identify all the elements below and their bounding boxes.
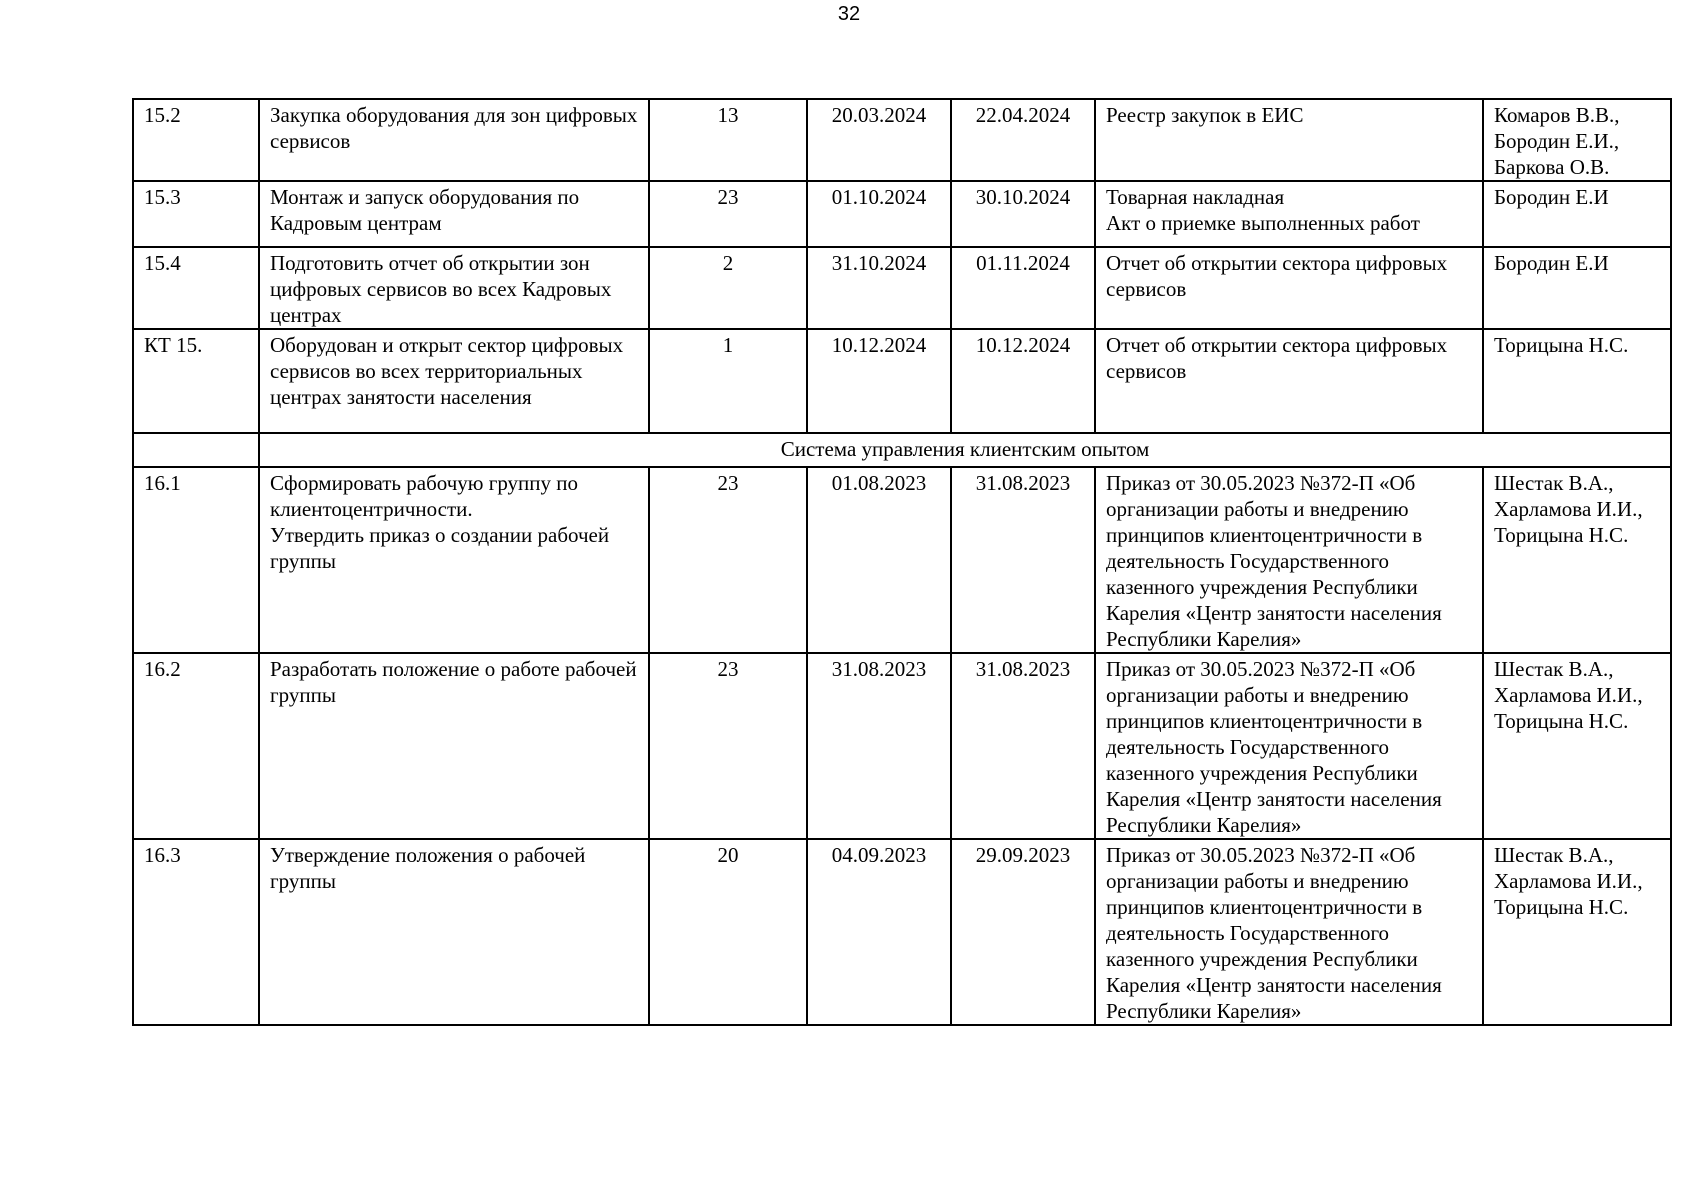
responsible-cell: Бородин Е.И	[1483, 247, 1671, 329]
duration-cell: 1	[649, 329, 807, 433]
result-document-cell: Товарная накладная Акт о приемке выполненных работ	[1095, 181, 1483, 247]
end-date-cell: 01.11.2024	[951, 247, 1095, 329]
duration-cell: 23	[649, 467, 807, 653]
result-document-cell: Отчет об открытии сектора цифровых сервисов	[1095, 247, 1483, 329]
end-date-cell: 22.04.2024	[951, 99, 1095, 181]
end-date-cell: 29.09.2023	[951, 839, 1095, 1025]
responsible-cell: Шестак В.А., Харламова И.И., Торицына Н.С.	[1483, 839, 1671, 1025]
responsible-cell: Торицына Н.С.	[1483, 329, 1671, 433]
result-document-cell: Приказ от 30.05.2023 №372-П «Об организации работы и внедрению принципов клиентоцентричности в деятельность Государственного казенного учреждения Республики Карелия «Центр занятости населения Республики Карелия»	[1095, 467, 1483, 653]
task-code-cell: 16.1	[133, 467, 259, 653]
duration-cell: 13	[649, 99, 807, 181]
page-number: 32	[837, 3, 861, 25]
task-code-cell: 16.3	[133, 839, 259, 1025]
start-date-cell: 31.08.2023	[807, 653, 951, 839]
end-date-cell: 31.08.2023	[951, 467, 1095, 653]
table-row	[133, 467, 1671, 653]
start-date-cell: 01.10.2024	[807, 181, 951, 247]
start-date-cell: 01.08.2023	[807, 467, 951, 653]
task-code-cell: КТ 15.	[133, 329, 259, 433]
responsible-cell: Шестак В.А., Харламова И.И., Торицына Н.С.	[1483, 653, 1671, 839]
responsible-cell: Бородин Е.И	[1483, 181, 1671, 247]
duration-cell: 20	[649, 839, 807, 1025]
table-row	[133, 839, 1671, 1025]
start-date-cell: 10.12.2024	[807, 329, 951, 433]
task-code-cell: 15.4	[133, 247, 259, 329]
result-document-cell: Приказ от 30.05.2023 №372-П «Об организации работы и внедрению принципов клиентоцентричности в деятельность Государственного казенного учреждения Республики Карелия «Центр занятости населения Республики Карелия»	[1095, 839, 1483, 1025]
table-row	[133, 653, 1671, 839]
task-name-cell: Закупка оборудования для зон цифровых сервисов	[259, 99, 649, 181]
task-name-cell: Монтаж и запуск оборудования по Кадровым центрам	[259, 181, 649, 247]
table-row	[133, 99, 1671, 181]
end-date-cell: 10.12.2024	[951, 329, 1095, 433]
section-code-cell	[133, 433, 259, 467]
task-name-cell: Утверждение положения о рабочей группы	[259, 839, 649, 1025]
task-code-cell: 15.3	[133, 181, 259, 247]
table-row	[133, 181, 1671, 247]
start-date-cell: 04.09.2023	[807, 839, 951, 1025]
result-document-cell: Реестр закупок в ЕИС	[1095, 99, 1483, 181]
start-date-cell: 20.03.2024	[807, 99, 951, 181]
task-code-cell: 15.2	[133, 99, 259, 181]
section-row	[133, 433, 1671, 467]
duration-cell: 2	[649, 247, 807, 329]
duration-cell: 23	[649, 181, 807, 247]
responsible-cell: Комаров В.В., Бородин Е.И., Баркова О.В.	[1483, 99, 1671, 181]
project-plan-table	[132, 98, 1672, 1026]
task-name-cell: Подготовить отчет об открытии зон цифровых сервисов во всех Кадровых центрах	[259, 247, 649, 329]
task-code-cell: 16.2	[133, 653, 259, 839]
result-document-cell: Отчет об открытии сектора цифровых сервисов	[1095, 329, 1483, 433]
task-name-cell: Сформировать рабочую группу по клиентоцентричности. Утвердить приказ о создании рабочей группы	[259, 467, 649, 653]
section-title: Система управления клиентским опытом	[259, 433, 1671, 467]
result-document-cell: Приказ от 30.05.2023 №372-П «Об организации работы и внедрению принципов клиентоцентричности в деятельность Государственного казенного учреждения Республики Карелия «Центр занятости населения Республики Карелия»	[1095, 653, 1483, 839]
responsible-cell: Шестак В.А., Харламова И.И., Торицына Н.С.	[1483, 467, 1671, 653]
duration-cell: 23	[649, 653, 807, 839]
task-name-cell: Разработать положение о работе рабочей группы	[259, 653, 649, 839]
end-date-cell: 30.10.2024	[951, 181, 1095, 247]
table-row	[133, 247, 1671, 329]
table-row	[133, 329, 1671, 433]
end-date-cell: 31.08.2023	[951, 653, 1095, 839]
start-date-cell: 31.10.2024	[807, 247, 951, 329]
task-name-cell: Оборудован и открыт сектор цифровых сервисов во всех территориальных центрах занятости населения	[259, 329, 649, 433]
